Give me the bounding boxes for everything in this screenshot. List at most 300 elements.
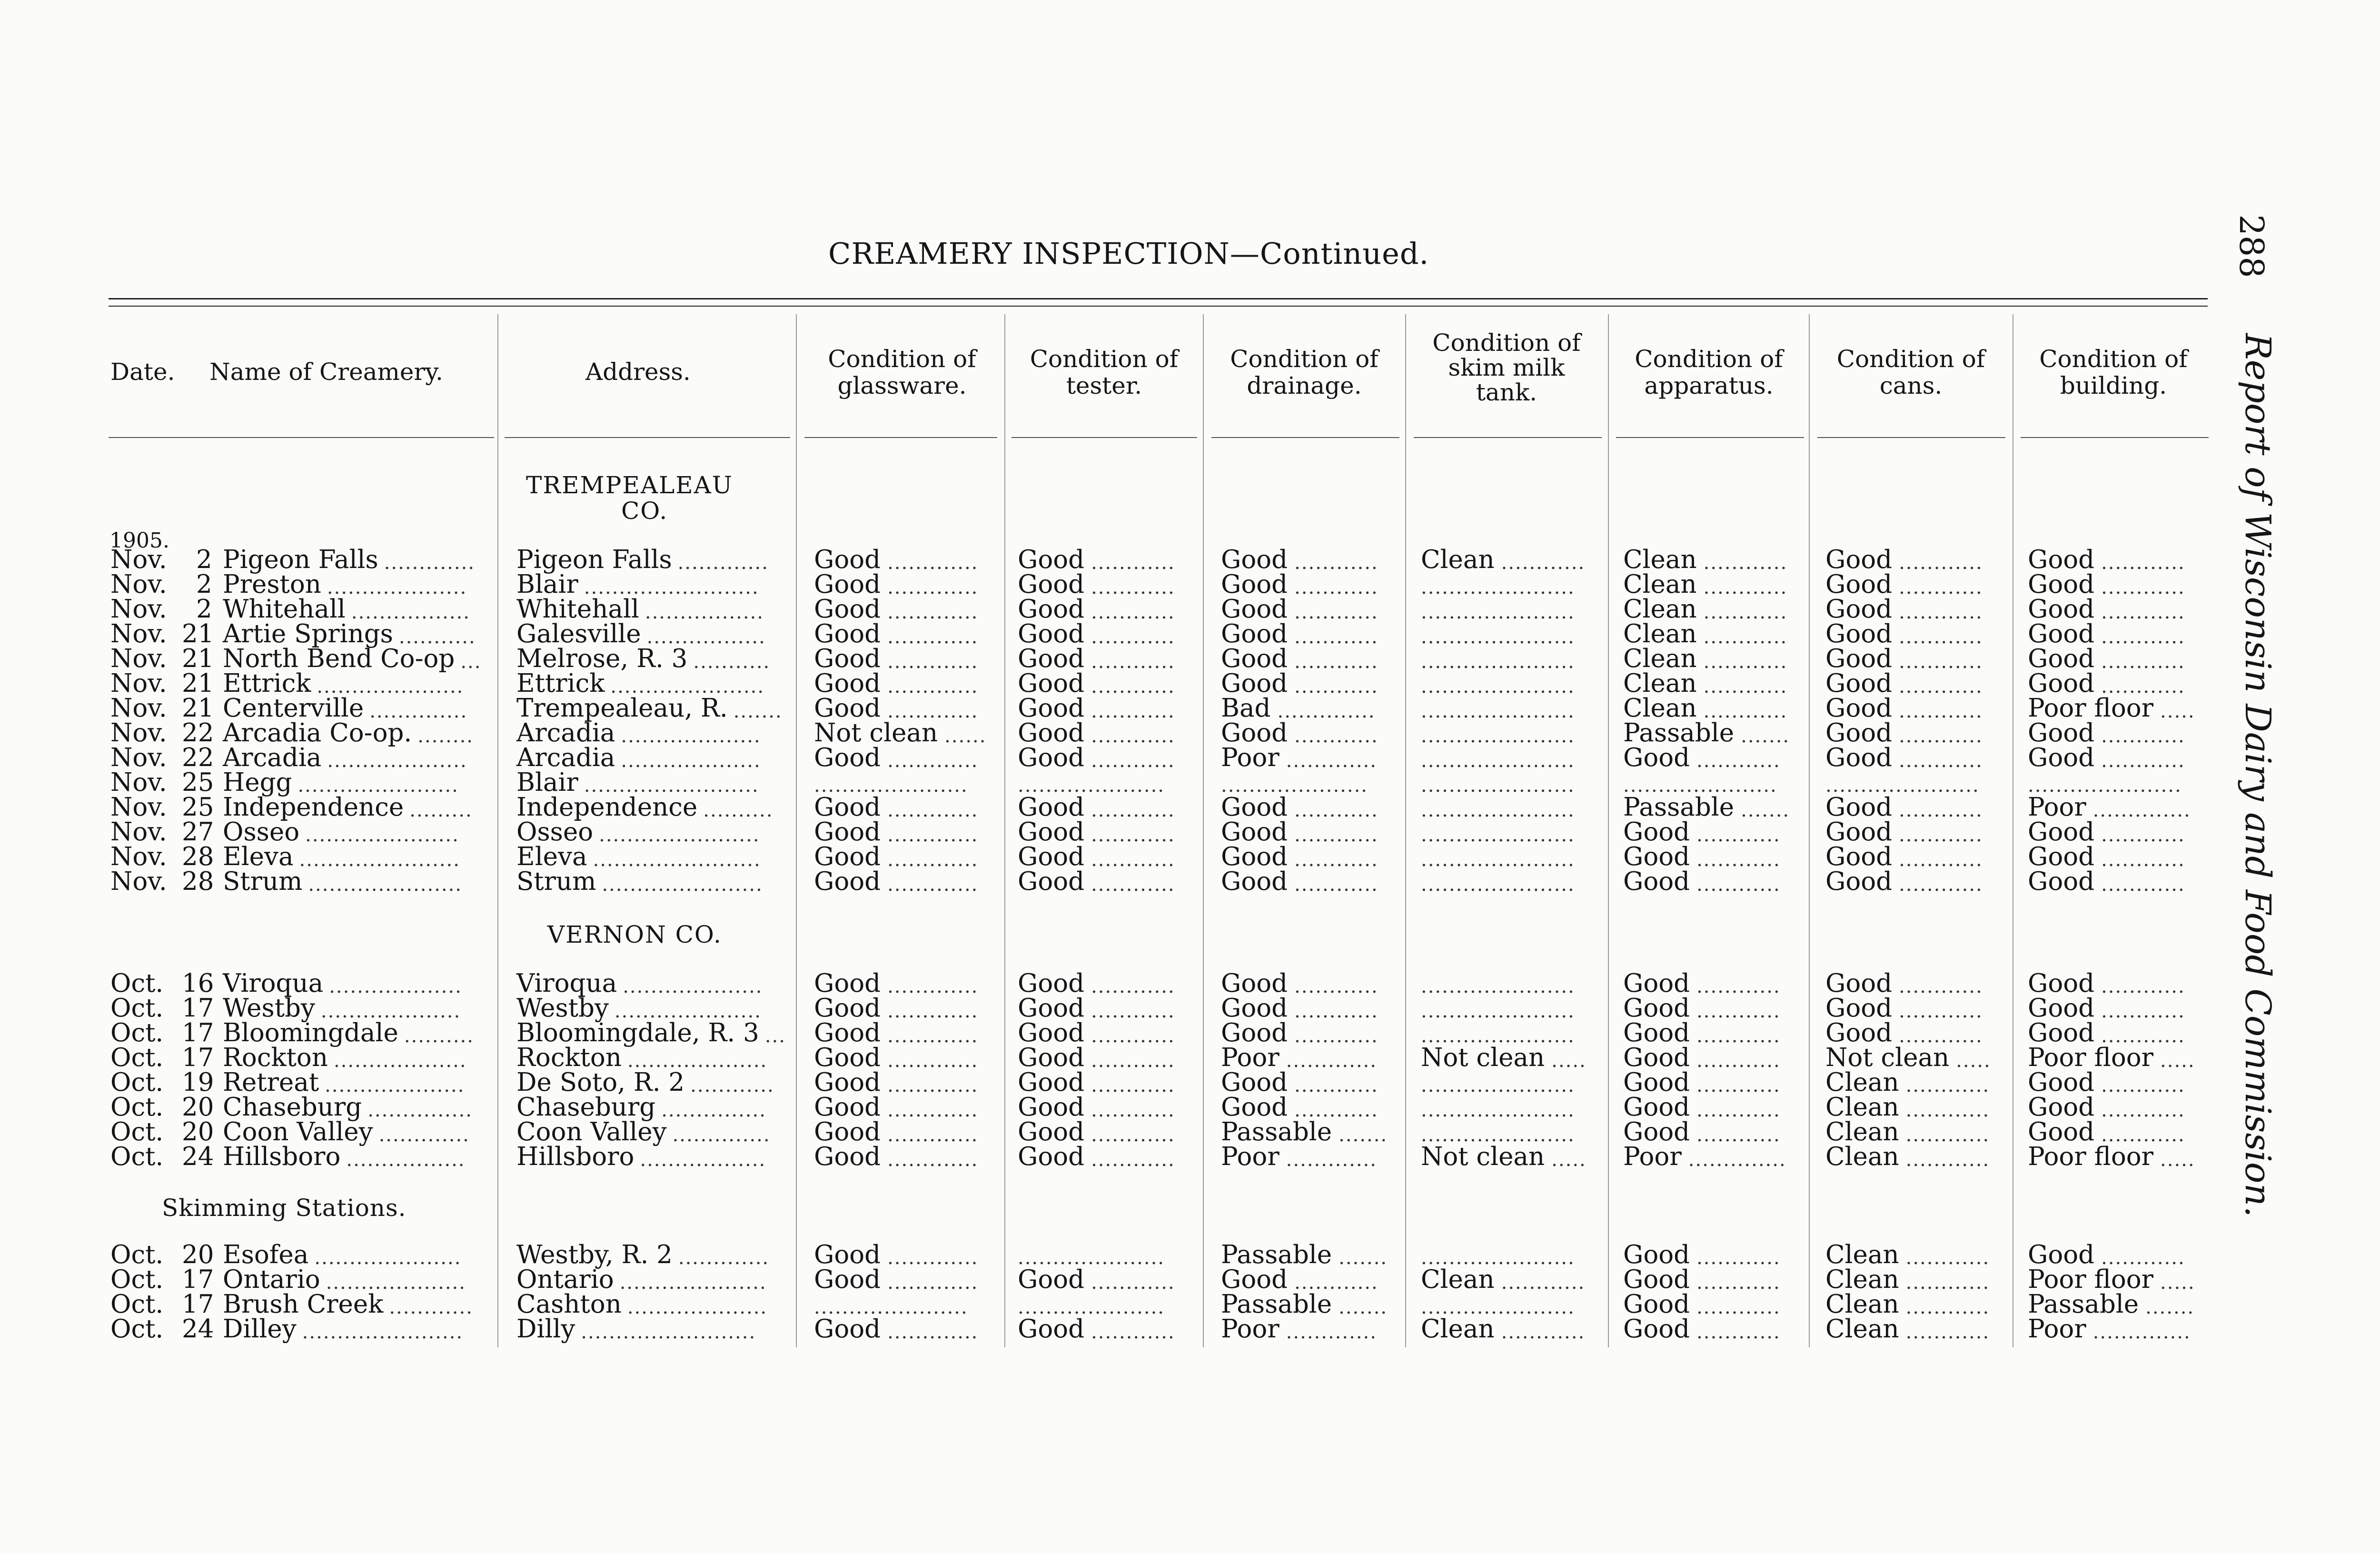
- cell-building: Good: [2028, 1117, 2095, 1146]
- side-running-head: [2232, 214, 2278, 1319]
- dot-leader: ......................: [1421, 849, 1575, 871]
- row-month: Oct.: [110, 1265, 164, 1294]
- cell-cans: Good: [1825, 817, 1893, 847]
- cell-building: Good: [2028, 867, 2095, 896]
- row-address: Westby: [516, 994, 609, 1023]
- dot-leader: ............: [1703, 601, 1788, 623]
- table-row: [0, 1070, 2237, 1095]
- table-row: [0, 817, 2237, 847]
- cell-apparatus: Good: [1623, 1315, 1690, 1344]
- cell-drainage: Good: [1221, 595, 1288, 624]
- table-row: [0, 597, 2237, 622]
- header-underline: [1414, 437, 1602, 438]
- cell-building: Passable: [2028, 1290, 2139, 1319]
- dot-leader: ......................: [814, 1296, 968, 1318]
- cell-drainage: Good: [1221, 718, 1288, 747]
- cell-glassware: Good: [814, 1093, 881, 1122]
- dot-leader: .............: [887, 1272, 979, 1294]
- dot-leader: ............: [1091, 1000, 1175, 1022]
- dot-leader: ......................: [1421, 1075, 1575, 1096]
- cell-cans: Good: [1825, 994, 1893, 1023]
- dot-leader: ............: [1091, 1099, 1175, 1121]
- dot-leader: ......................: [610, 676, 765, 697]
- dot-leader: .............: [887, 849, 979, 871]
- row-month: Nov.: [110, 570, 167, 599]
- header-skim-line1: Condition of: [1432, 329, 1581, 357]
- row-address: Coon Valley: [516, 1117, 667, 1146]
- dot-leader: ............: [1091, 725, 1175, 747]
- dot-leader: ......................: [308, 874, 463, 896]
- table-row: [0, 770, 2237, 795]
- row-creamery-name: Arcadia Co-op.: [223, 718, 412, 747]
- dot-leader: .......................: [599, 824, 760, 846]
- dot-leader: ......................: [1421, 676, 1575, 697]
- cell-apparatus: Good: [1623, 1093, 1690, 1122]
- cell-drainage: Passable: [1221, 1240, 1332, 1269]
- dot-leader: ............: [2101, 1124, 2185, 1146]
- page-number: 288: [2232, 214, 2271, 278]
- header-date: Date.: [110, 358, 175, 386]
- year-label: 1905.: [109, 528, 169, 553]
- dot-leader: .....................: [1018, 1247, 1165, 1269]
- table-row: [0, 1267, 2237, 1292]
- cell-drainage: Passable: [1221, 1290, 1332, 1319]
- dot-leader: ............: [1696, 1099, 1781, 1121]
- section-trempealeau-co: CO.: [621, 497, 668, 525]
- cell-drainage: Good: [1221, 994, 1288, 1023]
- dot-leader: ......................: [1421, 577, 1575, 598]
- dot-leader: .....: [1956, 1050, 1991, 1072]
- dot-leader: ............: [1899, 824, 1983, 846]
- row-month: Nov.: [110, 768, 167, 797]
- cell-drainage: Good: [1221, 570, 1288, 599]
- row-day: 22: [182, 743, 214, 772]
- cell-cans: Good: [1825, 867, 1893, 896]
- dot-leader: .....................: [619, 1272, 767, 1294]
- row-creamery-name: Esofea: [223, 1240, 309, 1269]
- row-address: Dilly: [516, 1315, 575, 1344]
- dot-leader: ............: [1696, 1296, 1781, 1318]
- dot-leader: .......: [1339, 1247, 1388, 1269]
- cell-apparatus: Good: [1623, 969, 1690, 998]
- dot-leader: ............: [2101, 976, 2185, 997]
- dot-leader: ............: [1696, 824, 1781, 846]
- dot-leader: .....................: [1221, 775, 1368, 797]
- row-address: Arcadia: [516, 743, 615, 772]
- cell-glassware: Good: [814, 994, 881, 1023]
- row-day: 17: [182, 1018, 214, 1047]
- cell-cans: Clean: [1825, 1290, 1899, 1319]
- cell-building: Good: [2028, 1093, 2095, 1122]
- cell-building: Poor floor: [2028, 1265, 2154, 1294]
- row-address: Cashton: [516, 1290, 622, 1319]
- cell-glassware: Good: [814, 743, 881, 772]
- cell-tester: Good: [1018, 718, 1085, 747]
- cell-glassware: Good: [814, 619, 881, 648]
- cell-building: Good: [2028, 545, 2095, 574]
- dot-leader: ......................: [1421, 651, 1575, 673]
- cell-building: Good: [2028, 842, 2095, 871]
- dot-leader: ............: [2101, 651, 2185, 673]
- cell-glassware: Good: [814, 1068, 881, 1097]
- cell-apparatus: Good: [1623, 1068, 1690, 1097]
- cell-cans: Good: [1825, 793, 1893, 822]
- cell-building: Poor floor: [2028, 694, 2154, 723]
- cell-tester: Good: [1018, 842, 1085, 871]
- table-row: [0, 1292, 2237, 1317]
- dot-leader: .......: [1741, 725, 1790, 747]
- dot-leader: .............: [887, 601, 979, 623]
- row-day: 21: [182, 644, 214, 673]
- cell-glassware: Good: [814, 545, 881, 574]
- dot-leader: ............: [1703, 676, 1788, 697]
- dot-leader: ......................: [1421, 976, 1575, 997]
- table-row: [0, 842, 2237, 871]
- row-day: 19: [182, 1068, 214, 1097]
- dot-leader: ....................: [327, 750, 467, 772]
- header-cans: [1810, 346, 2012, 399]
- dot-leader: .....................: [614, 1000, 762, 1022]
- row-day: 28: [182, 867, 214, 896]
- cell-cans: Good: [1825, 1018, 1893, 1047]
- dot-leader: ............: [690, 1075, 774, 1096]
- cell-cans: Good: [1825, 619, 1893, 648]
- dot-leader: ..................: [640, 1149, 766, 1171]
- row-address: Hillsboro: [516, 1142, 635, 1171]
- dot-leader: .............: [887, 676, 979, 697]
- row-month: Nov.: [110, 867, 167, 896]
- cell-tester: Good: [1018, 1117, 1085, 1146]
- cell-apparatus: Good: [1623, 1117, 1690, 1146]
- row-address: Blair: [516, 570, 578, 599]
- dot-leader: ............: [1501, 552, 1586, 574]
- dot-leader: .............: [1286, 1050, 1377, 1072]
- dot-leader: ............: [1294, 1000, 1378, 1022]
- dot-leader: .............: [887, 750, 979, 772]
- dot-leader: ............: [1091, 651, 1175, 673]
- header-drainage: [1204, 346, 1404, 399]
- dot-leader: .......: [2145, 1296, 2195, 1318]
- cell-tester: Good: [1018, 994, 1085, 1023]
- dot-leader: ............: [1899, 799, 1983, 821]
- row-creamery-name: Rockton: [223, 1043, 328, 1072]
- dot-leader: ......................: [1421, 1000, 1575, 1022]
- row-address: Whitehall: [516, 595, 639, 624]
- row-day: 25: [182, 793, 214, 822]
- row-month: Oct.: [110, 1315, 164, 1344]
- row-month: Oct.: [110, 1117, 164, 1146]
- table-row: [0, 869, 2237, 894]
- row-month: Nov.: [110, 817, 167, 847]
- cell-cans: Clean: [1825, 1068, 1899, 1097]
- cell-drainage: Good: [1221, 619, 1288, 648]
- dot-leader: ............: [1091, 1050, 1175, 1072]
- table-row: [0, 1142, 2237, 1171]
- dot-leader: ............: [1294, 1272, 1378, 1294]
- dot-leader: ..............: [2092, 1321, 2191, 1343]
- cell-glassware: Good: [814, 1240, 881, 1269]
- cell-tester: Good: [1018, 619, 1085, 648]
- cell-apparatus: Good: [1623, 817, 1690, 847]
- dot-leader: ....................: [627, 1296, 768, 1318]
- row-day: 17: [182, 1265, 214, 1294]
- dot-leader: .......................: [299, 849, 460, 871]
- cell-cans: Good: [1825, 718, 1893, 747]
- row-creamery-name: Hillsboro: [223, 1142, 341, 1171]
- row-month: Nov.: [110, 619, 167, 648]
- dot-leader: ............: [1091, 700, 1175, 722]
- dot-leader: ....................: [623, 976, 763, 997]
- row-creamery-name: Independence: [223, 793, 404, 822]
- row-creamery-name: Osseo: [223, 817, 300, 847]
- cell-tester: Good: [1018, 1265, 1085, 1294]
- cell-drainage: Poor: [1221, 1315, 1279, 1344]
- dot-leader: .............: [887, 976, 979, 997]
- header-building: [2013, 346, 2213, 399]
- header-glassware: [800, 346, 1004, 399]
- row-address: Ettrick: [516, 669, 605, 698]
- dot-leader: ......................: [1421, 1296, 1575, 1318]
- row-month: Nov.: [110, 595, 167, 624]
- header-drainage-line1: Condition of: [1230, 345, 1378, 373]
- cell-building: Good: [2028, 619, 2095, 648]
- dot-leader: ............: [1905, 1149, 1990, 1171]
- table-row: [0, 1018, 2237, 1047]
- dot-leader: .................: [351, 601, 471, 623]
- header-drainage-line2: drainage.: [1247, 372, 1362, 399]
- dot-leader: .............: [887, 1000, 979, 1022]
- cell-apparatus: Good: [1623, 1265, 1690, 1294]
- dot-leader: ............: [1294, 651, 1378, 673]
- dot-leader: ............: [1899, 700, 1983, 722]
- cell-tester: Good: [1018, 1018, 1085, 1047]
- dot-leader: .............: [384, 552, 475, 574]
- row-address: Westby, R. 2: [516, 1240, 673, 1269]
- cell-apparatus: Clean: [1623, 570, 1697, 599]
- header-glassware-line2: glassware.: [837, 372, 967, 399]
- row-creamery-name: Preston: [223, 570, 321, 599]
- dot-leader: ............: [1091, 824, 1175, 846]
- dot-leader: .............: [887, 874, 979, 896]
- cell-building: Poor floor: [2028, 1142, 2154, 1171]
- dot-leader: ....................: [326, 1272, 466, 1294]
- cell-cans: Good: [1825, 644, 1893, 673]
- dot-leader: ............: [1899, 552, 1983, 574]
- dot-leader: ............: [1294, 626, 1378, 648]
- table-row: [0, 1095, 2237, 1120]
- header-underline: [1817, 437, 2005, 438]
- dot-leader: ......................: [1421, 725, 1575, 747]
- cell-building: Good: [2028, 644, 2095, 673]
- cell-apparatus: Good: [1623, 1240, 1690, 1269]
- dot-leader: ............: [2101, 874, 2185, 896]
- dot-leader: ............: [1091, 676, 1175, 697]
- row-address: Ontario: [516, 1265, 614, 1294]
- row-month: Oct.: [110, 1142, 164, 1171]
- table-row: [0, 1317, 2237, 1342]
- dot-leader: ............: [1905, 1296, 1990, 1318]
- cell-glassware: Good: [814, 1018, 881, 1047]
- dot-leader: ............: [1899, 976, 1983, 997]
- dot-leader: .............: [887, 626, 979, 648]
- header-name: Name of Creamery.: [209, 358, 443, 386]
- dot-leader: ..........: [404, 1025, 474, 1047]
- dot-leader: .........................: [584, 775, 759, 797]
- cell-building: Good: [2028, 669, 2095, 698]
- header-underline: [1616, 437, 1804, 438]
- header-tester-line1: Condition of: [1030, 345, 1179, 373]
- cell-apparatus: Good: [1623, 867, 1690, 896]
- top-rule: [109, 298, 2208, 299]
- dot-leader: .............: [1286, 1321, 1377, 1343]
- row-day: 2: [196, 545, 212, 574]
- cell-tester: Good: [1018, 743, 1085, 772]
- row-day: 22: [182, 718, 214, 747]
- cell-drainage: Good: [1221, 1093, 1288, 1122]
- dot-leader: .....................: [1018, 1296, 1165, 1318]
- cell-skim-tank: Clean: [1421, 545, 1495, 574]
- cell-drainage: Good: [1221, 969, 1288, 998]
- dot-leader: ............: [1905, 1247, 1990, 1269]
- row-day: 2: [196, 570, 212, 599]
- cell-glassware: Good: [814, 694, 881, 723]
- cell-glassware: Good: [814, 1043, 881, 1072]
- cell-tester: Good: [1018, 545, 1085, 574]
- cell-drainage: Good: [1221, 1265, 1288, 1294]
- dot-leader: ............: [1696, 1124, 1781, 1146]
- dot-leader: ............: [1899, 577, 1983, 598]
- cell-glassware: Good: [814, 669, 881, 698]
- dot-leader: .......: [1339, 1296, 1388, 1318]
- dot-leader: ....................: [325, 1075, 465, 1096]
- row-creamery-name: Dilley: [223, 1315, 297, 1344]
- cell-tester: Good: [1018, 570, 1085, 599]
- cell-cans: Good: [1825, 669, 1893, 698]
- dot-leader: .....................: [317, 676, 464, 697]
- dot-leader: ............: [1696, 874, 1781, 896]
- dot-leader: ......................: [1421, 626, 1575, 648]
- row-creamery-name: Coon Valley: [223, 1117, 373, 1146]
- cell-cans: Clean: [1825, 1093, 1899, 1122]
- dot-leader: .............: [887, 1247, 979, 1269]
- cell-building: Good: [2028, 718, 2095, 747]
- header-cans-line1: Condition of: [1836, 345, 1985, 373]
- cell-tester: Good: [1018, 1068, 1085, 1097]
- row-address: Arcadia: [516, 718, 615, 747]
- dot-leader: ............: [2101, 1099, 2185, 1121]
- row-creamery-name: Artie Springs: [223, 619, 393, 648]
- dot-leader: ............: [2101, 676, 2185, 697]
- dot-leader: .....: [2160, 1149, 2195, 1171]
- dot-leader: ............: [2101, 1075, 2185, 1096]
- row-creamery-name: Strum: [223, 867, 303, 896]
- cell-glassware: Good: [814, 1315, 881, 1344]
- dot-leader: ............: [1294, 976, 1378, 997]
- row-address: Trempealeau, R.: [516, 694, 728, 723]
- dot-leader: .............: [887, 1149, 979, 1171]
- dot-leader: ............: [1696, 750, 1781, 772]
- dot-leader: ............: [1091, 1075, 1175, 1096]
- cell-tester: Good: [1018, 595, 1085, 624]
- table-row: [0, 743, 2237, 772]
- dot-leader: ............: [1501, 1272, 1586, 1294]
- cell-glassware: Good: [814, 793, 881, 822]
- cell-skim-tank: Clean: [1421, 1265, 1495, 1294]
- dot-leader: ...........: [398, 626, 476, 648]
- dot-leader: ............: [1696, 1247, 1781, 1269]
- cell-apparatus: Clean: [1623, 694, 1697, 723]
- cell-apparatus: Good: [1623, 1290, 1690, 1319]
- cell-drainage: Good: [1221, 644, 1288, 673]
- cell-building: Good: [2028, 994, 2095, 1023]
- header-underline: [2021, 437, 2209, 438]
- dot-leader: .....: [2160, 700, 2195, 722]
- dot-leader: ............: [2101, 1025, 2185, 1047]
- cell-drainage: Good: [1221, 817, 1288, 847]
- cell-apparatus: Clean: [1623, 595, 1697, 624]
- dot-leader: ............: [1696, 1025, 1781, 1047]
- row-month: Oct.: [110, 994, 164, 1023]
- cell-apparatus: Clean: [1623, 644, 1697, 673]
- dot-leader: ............: [1696, 1050, 1781, 1072]
- row-day: 17: [182, 1043, 214, 1072]
- cell-tester: Good: [1018, 867, 1085, 896]
- cell-glassware: Good: [814, 644, 881, 673]
- row-address: Viroqua: [516, 969, 617, 998]
- cell-drainage: Good: [1221, 1018, 1288, 1047]
- dot-leader: ............: [1294, 1075, 1378, 1096]
- dot-leader: .............: [887, 1124, 979, 1146]
- cell-cans: Good: [1825, 694, 1893, 723]
- row-month: Oct.: [110, 1093, 164, 1122]
- dot-leader: ............: [1696, 1272, 1781, 1294]
- cell-building: Poor: [2028, 793, 2086, 822]
- row-creamery-name: North Bend Co-op: [223, 644, 455, 673]
- cell-building: Good: [2028, 1240, 2095, 1269]
- dot-leader: ............: [1091, 799, 1175, 821]
- row-day: 24: [182, 1315, 214, 1344]
- dot-leader: ............: [1905, 1124, 1990, 1146]
- row-address: Galesville: [516, 619, 641, 648]
- table-row: [0, 545, 2237, 574]
- dot-leader: ............: [389, 1296, 473, 1318]
- row-creamery-name: Westby: [223, 994, 315, 1023]
- cell-drainage: Good: [1221, 545, 1288, 574]
- dot-leader: .................: [346, 1149, 466, 1171]
- cell-cans: Good: [1825, 842, 1893, 871]
- dot-leader: ............: [1091, 601, 1175, 623]
- dot-leader: ............: [1899, 601, 1983, 623]
- dot-leader: ............: [1294, 1099, 1378, 1121]
- dot-leader: .............: [378, 1124, 470, 1146]
- dot-leader: ..............: [672, 1124, 771, 1146]
- header-underline: [505, 437, 790, 438]
- cell-cans: Good: [1825, 545, 1893, 574]
- cell-glassware: Good: [814, 842, 881, 871]
- dot-leader: ............: [1091, 1025, 1175, 1047]
- dot-leader: ............: [1899, 1000, 1983, 1022]
- dot-leader: ............: [1696, 1075, 1781, 1096]
- cell-cans: Not clean: [1825, 1043, 1950, 1072]
- dot-leader: ......................: [1421, 874, 1575, 896]
- dot-leader: ....................: [627, 1050, 768, 1072]
- dot-leader: ........................: [593, 849, 761, 871]
- dot-leader: .......: [1741, 799, 1790, 821]
- dot-leader: .......................: [602, 874, 763, 896]
- dot-leader: ..............: [2092, 799, 2191, 821]
- dot-leader: ............: [1905, 1075, 1990, 1096]
- cell-cans: Clean: [1825, 1142, 1899, 1171]
